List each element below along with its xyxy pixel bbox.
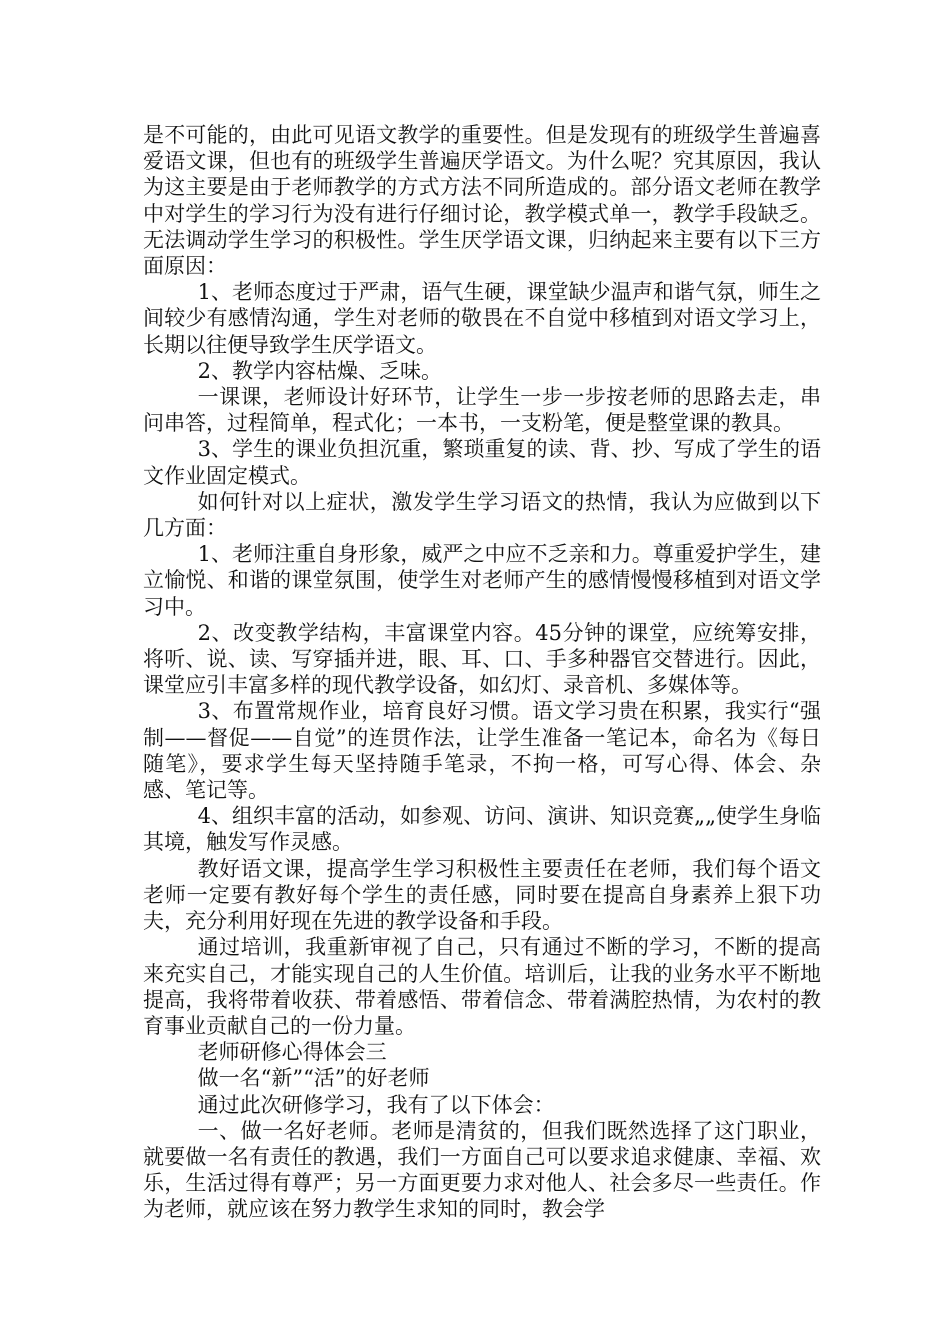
paragraph-intro: 是不可能的，由此可见语文教学的重要性。但是发现有的班级学生普遍喜爱语文课，但也有的班级学生普遍厌学语文。为什么呢？究其原因，我认为这主要是由于老师教学的方式方法不同所造成的。部分语文老师在教学中对学生的学习行为没有进行仔细讨论，教学模式单一，教学手段缺乏。无法调动学生学习的积极性。学生厌学语文课，归纳起来主要有以下三方面原因： <box>143 123 821 279</box>
paragraph-solution-2: 2、改变教学结构，丰富课堂内容。45分钟的课堂，应统筹安排，将听、说、读、写穿插并进，眼、耳、口、手多种器官交替进行。因此，课堂应引丰富多样的现代教学设备，如幻灯、录音机、多媒体等。 <box>143 620 821 698</box>
paragraph-solutions-intro: 如何针对以上症状，激发学生学习语文的热情，我认为应做到以下几方面： <box>143 489 821 541</box>
paragraph-reason-1: 1、老师态度过于严肃，语气生硬，课堂缺少温声和谐气氛，师生之间较少有感情沟通，学生对老师的敬畏在不自觉中移植到对语文学习上，长期以往便导致学生厌学语文。 <box>143 280 821 357</box>
section-subheading: 做一名“新”“活”的好老师 <box>197 1066 430 1091</box>
paragraph-training-reflection: 通过培训，我重新审视了自己，只有通过不断的学习，不断的提高来充实自己，才能实现自己的人生价值。培训后，让我的业务水平不断地提高，我将带着收获、带着感悟、带着信念、带着满腔热情，为农村的教育事业贡献自己的一份力量。 <box>143 935 821 1038</box>
paragraph-solution-1: 1、老师注重自身形象，威严之中应不乏亲和力。尊重爱护学生，建立愉悦、和谐的课堂氛围，使学生对老师产生的感情慢慢移植到对语文学习中。 <box>143 542 821 619</box>
paragraph-section-intro: 通过此次研修学习，我有了以下体会： <box>197 1092 555 1117</box>
paragraph-reason-2-detail: 一课课，老师设计好环节，让学生一步一步按老师的思路去走，串问串答，过程简单，程式化；一本书，一支粉笔，便是整堂课的教具。 <box>143 385 821 436</box>
paragraph-solution-4: 4、组织丰富的活动，如参观、访问、演讲、知识竞赛„„使学生身临其境，触发写作灵感。 <box>143 804 821 855</box>
paragraph-reason-2: 2、教学内容枯燥、乏味。 <box>197 358 442 383</box>
section-heading: 老师研修心得体会三 <box>197 1040 387 1065</box>
paragraph-conclusion: 教好语文课，提高学生学习积极性主要责任在老师，我们每个语文老师一定要有教好每个学生的责任感，同时要在提高自身素养上狠下功夫，充分利用好现在先进的教学设备和手段。 <box>143 856 821 934</box>
paragraph-reason-3: 3、学生的课业负担沉重，繁琐重复的读、背、抄、写成了学生的语文作业固定模式。 <box>143 437 821 488</box>
paragraph-point-1: 一、做一名好老师。老师是清贫的，但我们既然选择了这门职业，就要做一名有责任的教遇，我们一方面自己可以要求追求健康、幸福、欢乐，生活过得有尊严；另一方面更要力求对他人、社会多尽一些责任。作为老师，就应该在努力教学生求知的同时，教会学 <box>143 1118 821 1222</box>
paragraph-solution-3: 3、布置常规作业，培育良好习惯。语文学习贵在积累，我实行“强制——督促——自觉”的连贯作法，让学生准备一笔记本，命名为《每日随笔》，要求学生每天坚持随手笔录，不拘一格，可写心得、体会、杂感、笔记等。 <box>143 699 821 803</box>
document-page <box>143 122 821 1223</box>
